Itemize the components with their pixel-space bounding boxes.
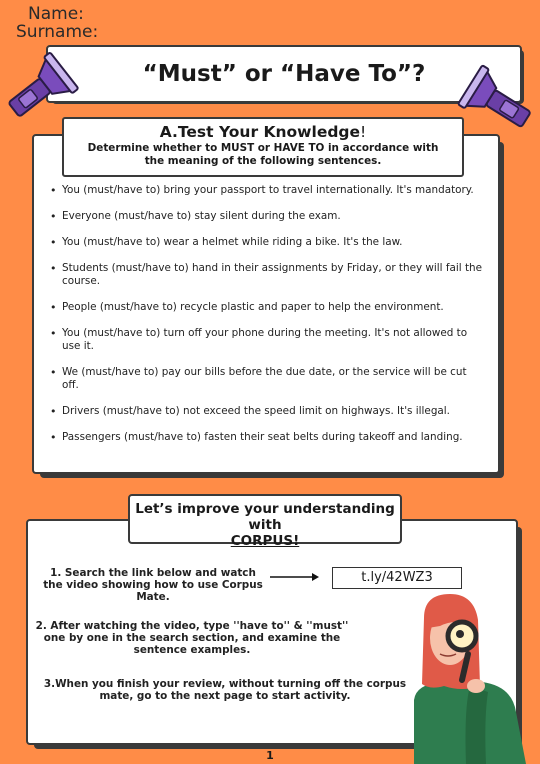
flashlight-left-icon (2, 46, 84, 128)
corpus-heading-line2: CORPUS! (230, 533, 300, 549)
corpus-heading-line1: Let’s improve your understanding with (135, 501, 395, 533)
surname-label: Surname: (16, 22, 99, 42)
page-title: “Must” or “Have To”? (142, 61, 426, 87)
corpus-step-2: 2. After watching the video, type ''have to'' & ''must'' one by one in the search section, and examine the sentence examples. (35, 620, 349, 656)
corpus-link[interactable]: t.ly/42WZ3 (332, 567, 462, 589)
page-number: 1 (266, 749, 274, 762)
girl-magnifier-illustration (400, 588, 534, 764)
list-item: • You (must/have to) bring your passport to travel internationally. It's mandatory. (50, 184, 486, 197)
section-a-heading-mark: ! (360, 123, 367, 141)
list-item: • Passengers (must/have to) fasten their seat belts during takeoff and landing. (50, 431, 486, 444)
section-a-heading (64, 123, 462, 141)
arrow-right-icon (268, 571, 320, 583)
section-a-instruction: Determine whether to MUST or HAVE TO in accordance with the meaning of the following sentences. (87, 142, 439, 167)
list-item: • Drivers (must/have to) not exceed the speed limit on highways. It's illegal. (50, 405, 486, 418)
section-a-header (62, 117, 464, 177)
list-item: • People (must/have to) recycle plastic and paper to help the environment. (50, 301, 486, 314)
list-item: • Students (must/have to) hand in their assignments by Friday, or they will fail the course. (50, 262, 486, 288)
corpus-step-3: 3.When you finish your review, without turning off the corpus mate, go to the next page to start activity. (43, 678, 407, 702)
list-item: • Everyone (must/have to) stay silent during the exam. (50, 210, 486, 223)
list-item: • We (must/have to) pay our bills before the due date, or the service will be cut off. (50, 366, 486, 392)
list-item: • You (must/have to) turn off your phone during the meeting. It's not allowed to use it. (50, 327, 486, 353)
list-item: • You (must/have to) wear a helmet while riding a bike. It's the law. (50, 236, 486, 249)
sentence-list (50, 184, 486, 444)
section-a-heading-text: A.Test Your Knowledge (159, 123, 361, 141)
corpus-step-1: 1. Search the link below and watch the video showing how to use Corpus Mate. (43, 567, 263, 603)
name-label: Name: (28, 4, 84, 24)
corpus-header (128, 494, 402, 549)
